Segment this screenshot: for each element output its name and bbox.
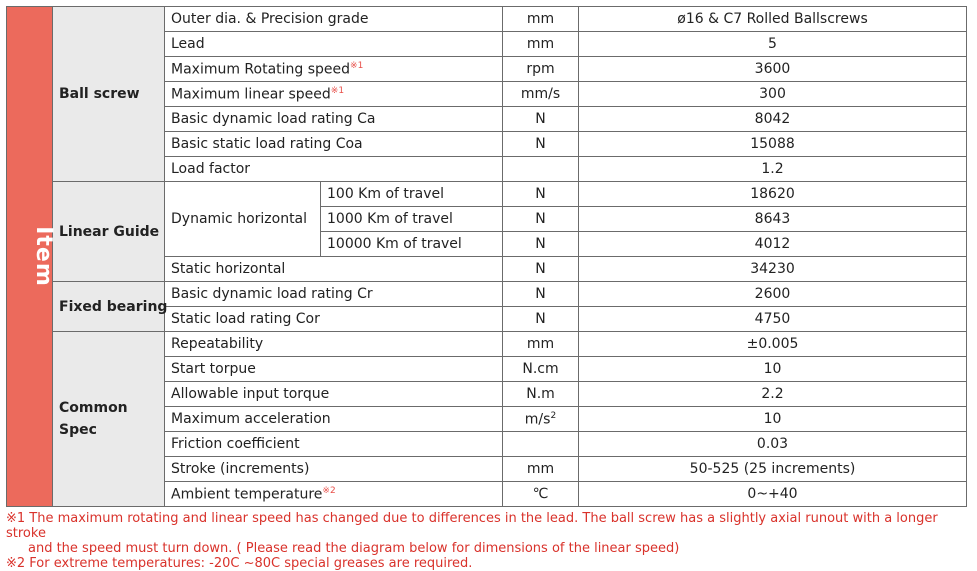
- row-value: 10: [579, 357, 967, 382]
- row-value: 10: [579, 407, 967, 432]
- row-label: 1000 Km of travel: [321, 207, 503, 232]
- row-label: Allowable input torque: [165, 382, 503, 407]
- row-value: 2600: [579, 282, 967, 307]
- row-label: 10000 Km of travel: [321, 232, 503, 257]
- footnotes: [6, 511, 966, 571]
- row-unit: [503, 157, 579, 182]
- row-label: Maximum acceleration: [165, 407, 503, 432]
- row-value: 300: [579, 82, 967, 107]
- footnote-mark: ※2: [322, 485, 336, 496]
- row-unit: N: [503, 132, 579, 157]
- subgroup-dynamic-horizontal: Dynamic horizontal: [165, 182, 321, 257]
- row-unit: mm/s: [503, 82, 579, 107]
- row-value: 15088: [579, 132, 967, 157]
- item-header-cell: [7, 7, 56, 507]
- row-value: 8042: [579, 107, 967, 132]
- row-value: 34230: [579, 257, 967, 282]
- row-label: Static horizontal: [165, 257, 503, 282]
- footnote-2: ※2 For extreme temperatures: -20C ~80C special greases are required.: [6, 556, 473, 571]
- row-value: 0.03: [579, 432, 967, 457]
- row-label: Basic static load rating Coa: [165, 132, 503, 157]
- group-common-spec: Common Spec: [53, 332, 165, 507]
- row-value: 8643: [579, 207, 967, 232]
- row-label: Repeatability: [165, 332, 503, 357]
- row-unit: N.cm: [503, 357, 579, 382]
- row-value: 1.2: [579, 157, 967, 182]
- row-value: 2.2: [579, 382, 967, 407]
- row-value: 18620: [579, 182, 967, 207]
- row-unit: [503, 432, 579, 457]
- row-unit: mm: [503, 332, 579, 357]
- row-label: Static load rating Cor: [165, 307, 503, 332]
- row-unit: N.m: [503, 382, 579, 407]
- row-unit: N: [503, 182, 579, 207]
- row-value: 5: [579, 32, 967, 57]
- row-value: 4750: [579, 307, 967, 332]
- group-fixed-bearing: Fixed bearing: [53, 282, 165, 332]
- table-row: [7, 332, 967, 357]
- row-label: Lead: [165, 32, 503, 57]
- footnote-mark: ※1: [330, 85, 345, 96]
- table-row: [7, 7, 967, 32]
- row-unit: mm: [503, 7, 579, 32]
- row-value: 3600: [579, 57, 967, 82]
- spec-sheet: [6, 6, 966, 571]
- row-unit: $m/s^2$: [503, 407, 579, 432]
- footnote-mark: ※1: [350, 60, 364, 71]
- row-label: Friction coefficient: [165, 432, 503, 457]
- row-value: 0~+40: [579, 482, 967, 507]
- table-row: [7, 182, 967, 207]
- row-label: Outer dia. & Precision grade: [165, 7, 503, 32]
- row-unit: N: [503, 282, 579, 307]
- row-label: Ambient temperature$^{※2}$: [165, 482, 503, 507]
- row-unit: N: [503, 307, 579, 332]
- row-label: Maximum linear speed$^{※1}$: [165, 82, 503, 107]
- row-unit: rpm: [503, 57, 579, 82]
- row-unit: mm: [503, 457, 579, 482]
- group-linear-guide: Linear Guide: [53, 182, 165, 282]
- row-unit: N: [503, 107, 579, 132]
- row-value: 4012: [579, 232, 967, 257]
- footnote-1-line-2: and the speed must turn down. ( Please read the diagram below for dimensions of the linear speed): [28, 541, 680, 556]
- spec-table: [6, 6, 967, 507]
- row-unit: N: [503, 207, 579, 232]
- row-unit: N: [503, 232, 579, 257]
- group-ball-screw: Ball screw: [53, 7, 165, 182]
- row-label: 100 Km of travel: [321, 182, 503, 207]
- footnote-1-line-1: ※1 The maximum rotating and linear speed has changed due to differences in the lead. The ball screw has a slightly axial runout with a longer stroke: [6, 511, 938, 541]
- row-value: ø16 & C7 Rolled Ballscrews: [579, 7, 967, 32]
- row-label: Load factor: [165, 157, 503, 182]
- row-unit: ℃: [503, 482, 579, 507]
- row-label: Stroke (increments): [165, 457, 503, 482]
- item-header-label: Item: [30, 226, 56, 287]
- row-label: Start torpue: [165, 357, 503, 382]
- row-unit: mm: [503, 32, 579, 57]
- table-row: [7, 282, 967, 307]
- row-label: Basic dynamic load rating Ca: [165, 107, 503, 132]
- row-label: Maximum Rotating speed$^{※1}$: [165, 57, 503, 82]
- row-value: 50-525 (25 increments): [579, 457, 967, 482]
- row-label: Basic dynamic load rating Cr: [165, 282, 503, 307]
- row-value: ±0.005: [579, 332, 967, 357]
- row-unit: N: [503, 257, 579, 282]
